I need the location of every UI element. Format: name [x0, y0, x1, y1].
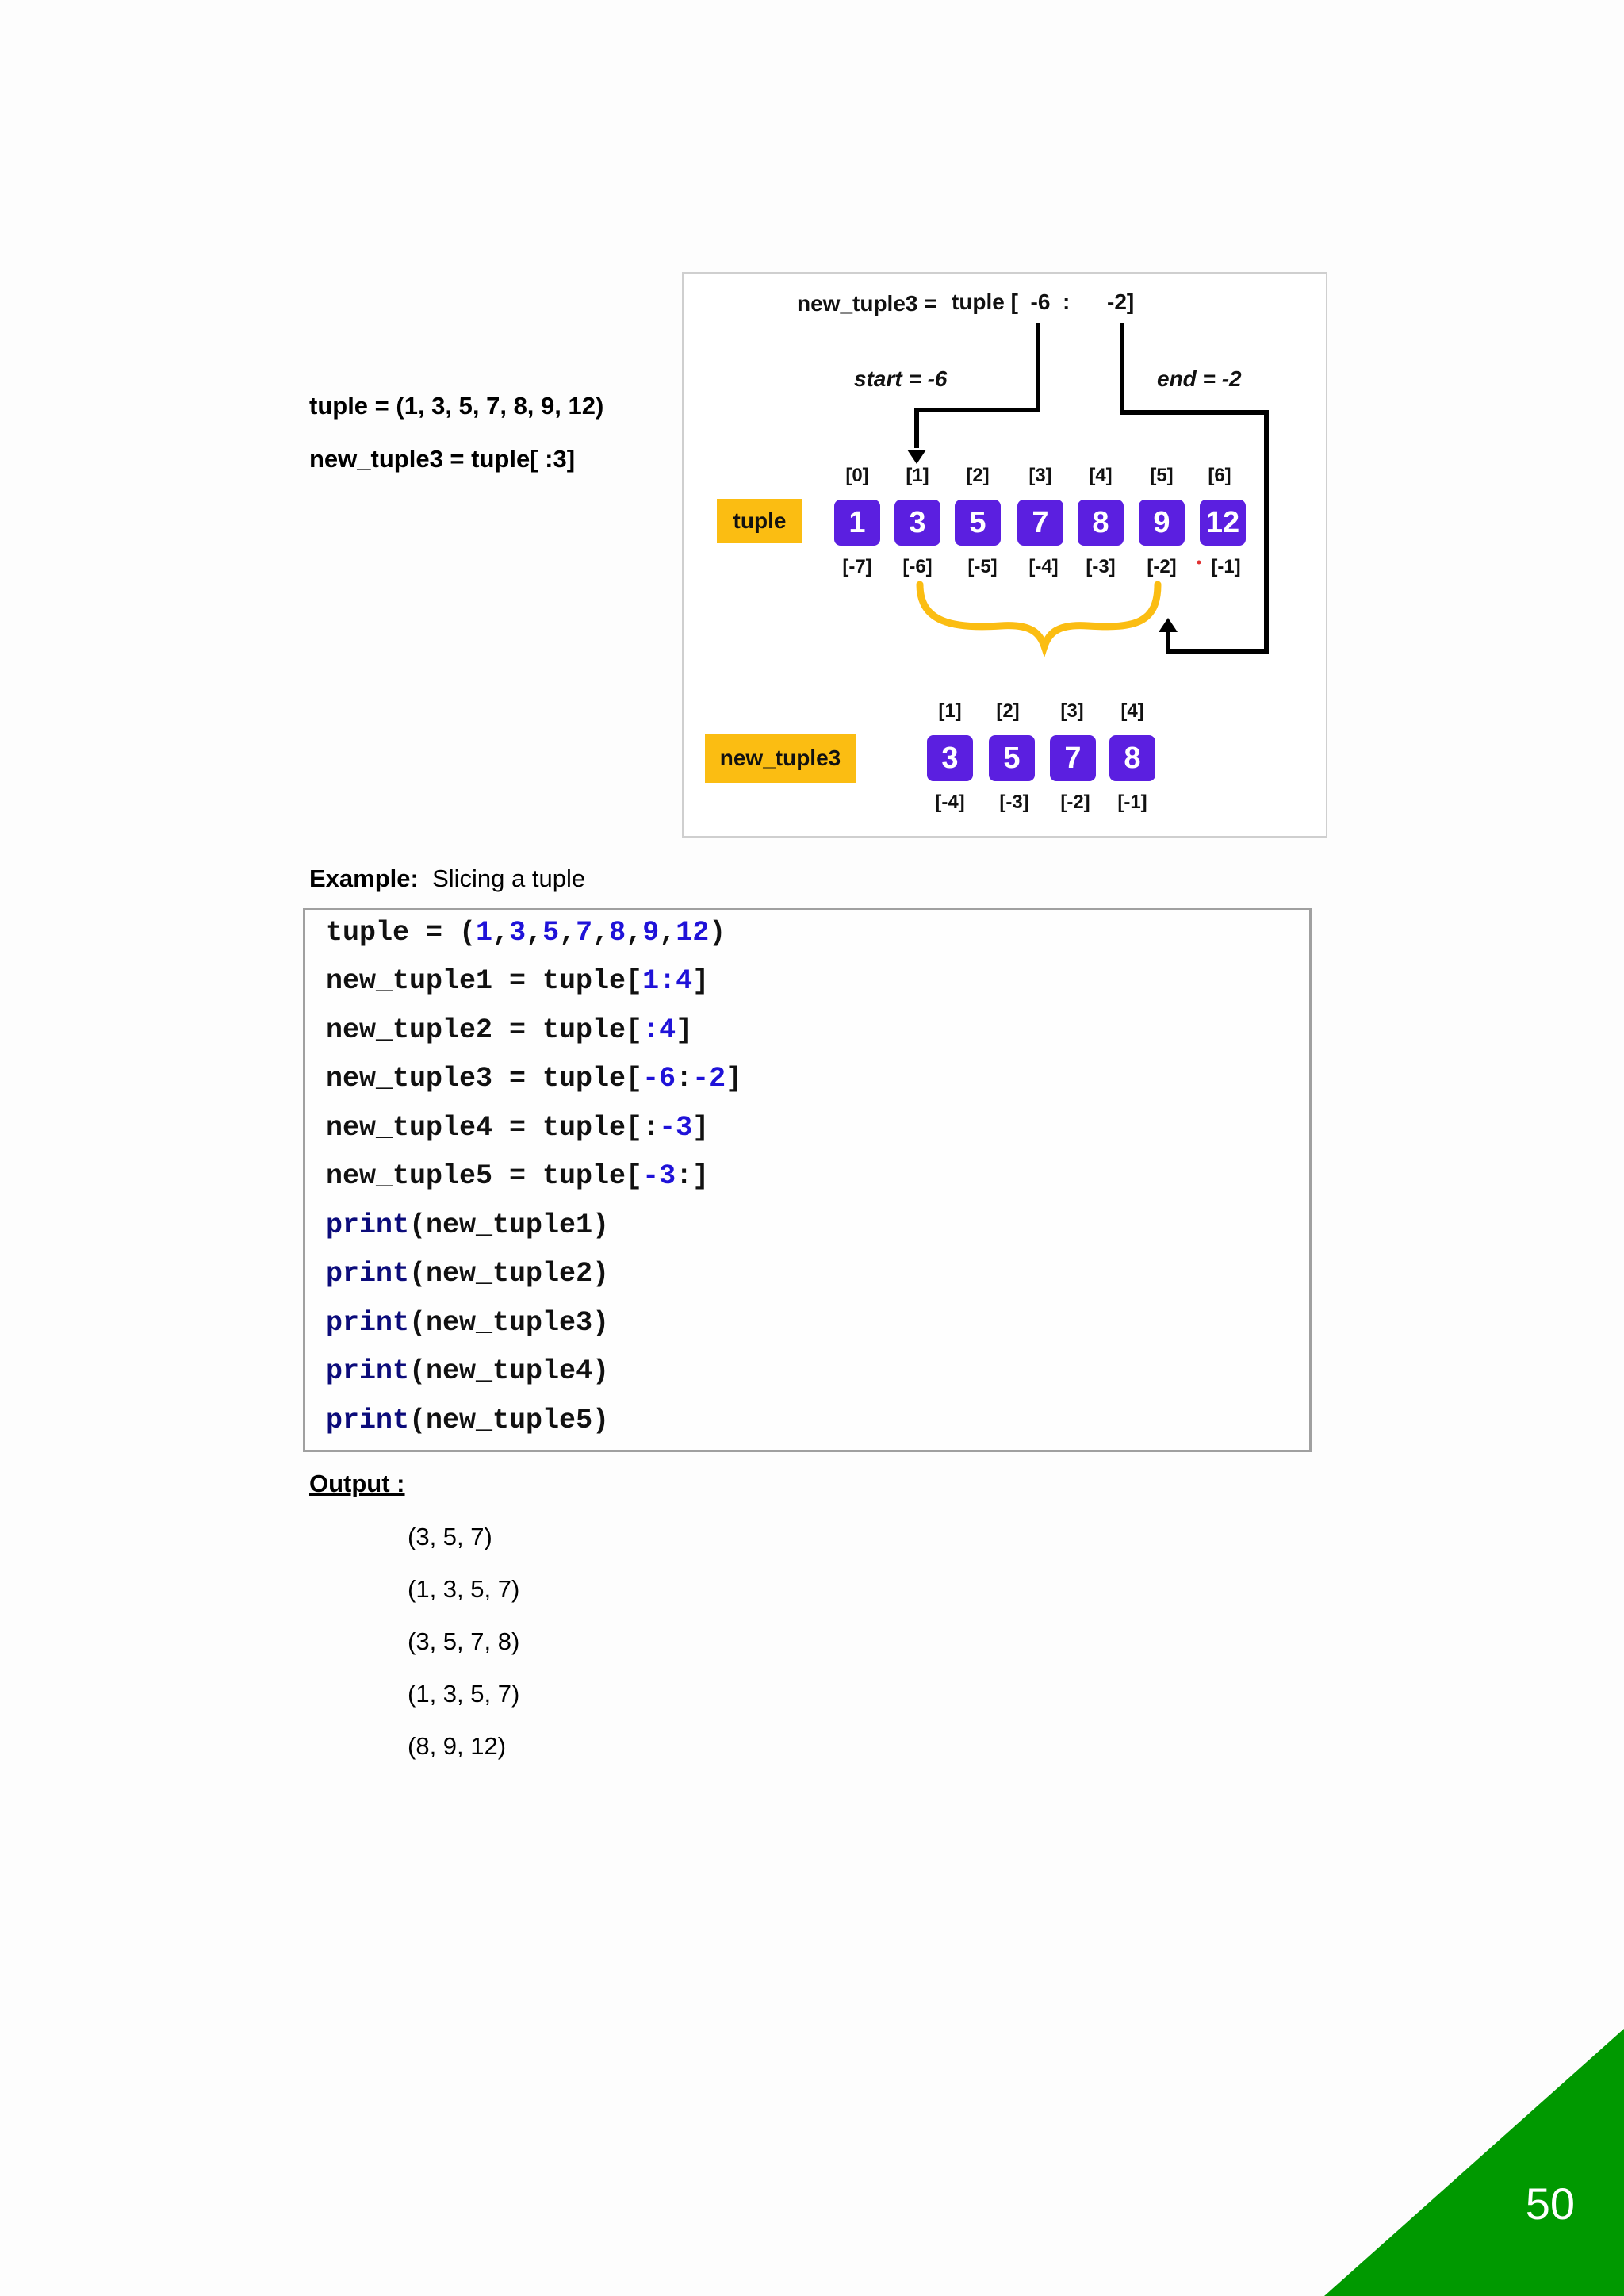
corner-triangle: [1324, 2029, 1624, 2296]
example-text: Slicing a tuple: [432, 864, 586, 892]
example-heading: [309, 864, 585, 893]
end-arrowhead: [1159, 618, 1178, 632]
page-corner: [1324, 2029, 1624, 2296]
expr-rhs: tuple [ -6 : -2]: [952, 289, 1135, 314]
code-line: print(new_tuple4): [326, 1355, 610, 1387]
new-neg-index: [-3]: [999, 792, 1029, 813]
red-dot: [1197, 561, 1201, 565]
code-line: print(new_tuple2): [326, 1258, 610, 1290]
output-line: (3, 5, 7): [408, 1523, 492, 1550]
output-line: (3, 5, 7, 8): [408, 1627, 520, 1655]
start-arrowhead: [907, 450, 926, 464]
output-line: (8, 9, 12): [408, 1732, 507, 1760]
tuple-label: tuple: [717, 499, 802, 543]
code-line: new_tuple3 = tuple[-6:-2]: [326, 1063, 743, 1094]
start-label: start = -6: [854, 366, 948, 391]
tuple-cell: 7: [1017, 500, 1063, 546]
example-label: Example:: [309, 864, 419, 892]
new-pos-index: [4]: [1120, 700, 1144, 722]
output-line: (1, 3, 5, 7): [408, 1680, 520, 1708]
code-line: tuple = (1,3,5,7,8,9,12): [326, 917, 726, 949]
pos-index: [6]: [1208, 465, 1231, 486]
neg-index: [-5]: [967, 556, 998, 577]
new-neg-index: [-4]: [935, 792, 965, 813]
code-line: print(new_tuple3): [326, 1307, 610, 1339]
neg-index: [-6]: [902, 556, 933, 577]
output-line: (1, 3, 5, 7): [408, 1575, 520, 1603]
pos-index: [4]: [1089, 465, 1113, 486]
new-tuple-cell: 3: [927, 735, 973, 781]
code-line: print(new_tuple1): [326, 1209, 610, 1241]
tuple-cell: 12: [1200, 500, 1246, 546]
pos-index: [2]: [966, 465, 990, 486]
slicing-diagram: [682, 272, 1327, 838]
code-line: new_tuple5 = tuple[-3:]: [326, 1160, 710, 1192]
code-line: new_tuple4 = tuple[:-3]: [326, 1112, 710, 1144]
pos-index: [5]: [1150, 465, 1174, 486]
new-pos-index: [2]: [996, 700, 1020, 722]
new-neg-index: [-1]: [1117, 792, 1147, 813]
code-line: new_tuple1 = tuple[1:4]: [326, 965, 710, 997]
expr-lhs: new_tuple3 =: [797, 291, 937, 316]
neg-index: [-3]: [1086, 556, 1116, 577]
end-label: end = -2: [1157, 366, 1242, 391]
tuple-cell: 9: [1139, 500, 1185, 546]
tuple-cell: 8: [1078, 500, 1124, 546]
code-line: new_tuple2 = tuple[:4]: [326, 1014, 693, 1046]
output-title: Output :: [309, 1470, 405, 1497]
slice-expression: new_tuple3 = tuple[ :3]: [309, 445, 576, 473]
page-number: 50: [1525, 2179, 1575, 2229]
tuple-cell: 5: [955, 500, 1001, 546]
new-neg-index: [-2]: [1060, 792, 1090, 813]
code-block: [303, 908, 1312, 1452]
neg-index: [-2]: [1147, 556, 1177, 577]
new-pos-index: [1]: [938, 700, 962, 722]
neg-index: [-4]: [1028, 556, 1059, 577]
new-tuple3-label: new_tuple3: [705, 734, 856, 783]
new-tuple-cell: 8: [1109, 735, 1155, 781]
pos-index: [1]: [906, 465, 929, 486]
new-tuple-cell: 7: [1050, 735, 1096, 781]
tuple-cell: 1: [834, 500, 880, 546]
code-line: print(new_tuple5): [326, 1405, 610, 1436]
tuple-definition: tuple = (1, 3, 5, 7, 8, 9, 12): [309, 392, 604, 420]
neg-index: [-7]: [842, 556, 872, 577]
new-pos-index: [3]: [1060, 700, 1084, 722]
neg-index: [-1]: [1211, 556, 1241, 577]
selection-brace: [920, 585, 1158, 646]
new-tuple-cell: 5: [989, 735, 1035, 781]
pos-index: [3]: [1028, 465, 1052, 486]
tuple-cell: 3: [894, 500, 940, 546]
pos-index: [0]: [845, 465, 869, 486]
